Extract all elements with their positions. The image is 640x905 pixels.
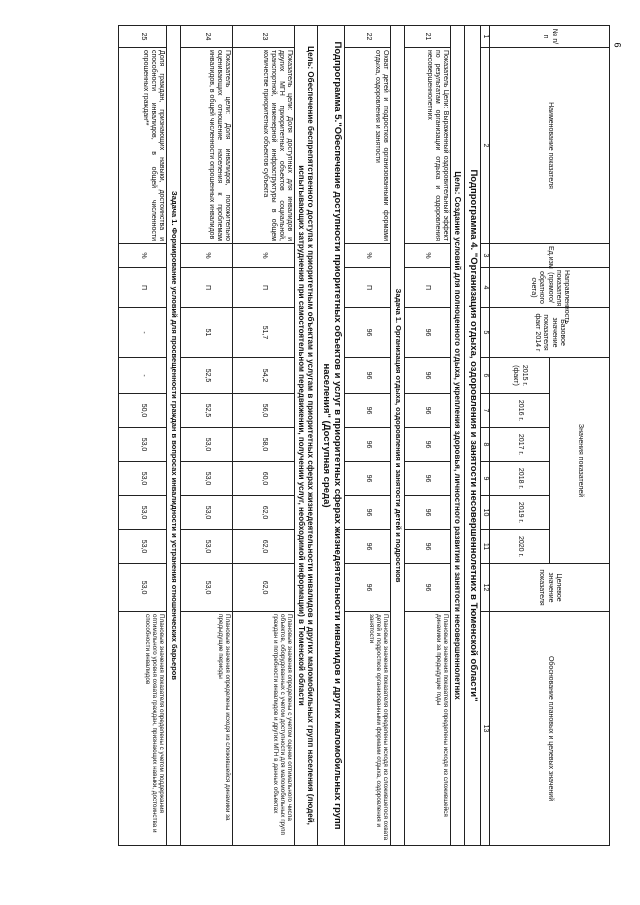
indicators-table (118, 25, 610, 846)
header-2018: 2018 г. (490, 462, 550, 496)
header-name: Наименование показателя (490, 48, 610, 244)
header-2015: 2015 г. (факт) (490, 358, 550, 394)
col-num: 5 (480, 308, 489, 358)
header-2020: 2020 г. (490, 530, 550, 564)
col-num: 11 (480, 530, 489, 564)
row-unit: % (181, 244, 233, 268)
header-row-1 (550, 26, 610, 846)
row-2017: 53,0 (181, 428, 233, 462)
row-direction: П (119, 268, 167, 308)
row-2016: 56,0 (233, 394, 295, 428)
row-direction: П (233, 268, 295, 308)
rotated-page (139, 0, 610, 845)
row-2016: 96 (404, 394, 450, 428)
row-target: 53,0 (119, 564, 167, 612)
row-target: 53,0 (181, 564, 233, 612)
row-name: Доля граждан, признающих навыки, достоинства и способности инвалидов, в общей численности опрошенных граждан** (119, 48, 167, 244)
row-name: Показатель цели: Доля инвалидов, положительно оценивающих отношение населения к проблемам инвалидов, в общей численности опрошенных инвалидов (181, 48, 233, 244)
column-numbers-row (480, 26, 489, 846)
row-2020: 53,0 (181, 530, 233, 564)
row-base: 51,7 (233, 308, 295, 358)
row-2016: 52,5 (181, 394, 233, 428)
row-no: 25 (119, 26, 167, 48)
row-2018: 96 (345, 462, 391, 496)
row-2015: - (119, 358, 167, 394)
header-justification: Обоснование плановых и целевых значений (490, 612, 610, 846)
row-2018: 53,0 (181, 462, 233, 496)
program4-goal: Цель: Создание условий для полноценного отдыха, укрепления здоровья, личностного развития и занятости несовершеннолетних (450, 26, 464, 846)
program4-task1: Задача 1. Организация отдыха, оздоровления и занятости детей и подростков (391, 26, 405, 846)
header-unit: Ед.изм (490, 244, 610, 268)
header-2017: 2017 г. (490, 428, 550, 462)
row-2015: 54,2 (233, 358, 295, 394)
header-2016: 2016 г. (490, 394, 550, 428)
row-target: 96 (404, 564, 450, 612)
row-2018: 53,0 (119, 462, 167, 496)
row-2020: 96 (345, 530, 391, 564)
row-2020: 53,0 (119, 530, 167, 564)
row-2019: 53,0 (119, 496, 167, 530)
row-name: Показатель цели: Доля доступных для инвалидов и других МГН приоритетных объектов социальной, транспортной, инженерной инфраструктуры в общем количестве приоритетных объектов субъекта (233, 48, 295, 244)
row-2016: 50,0 (119, 394, 167, 428)
row-base: - (119, 308, 167, 358)
row-no: 22 (345, 26, 391, 48)
row-2018: 96 (404, 462, 450, 496)
header-values: Значения показателей (550, 358, 610, 564)
page-number: 6 (612, 42, 623, 48)
table-row-23 (233, 26, 295, 846)
row-no: 23 (233, 26, 295, 48)
row-target: 62,0 (233, 564, 295, 612)
program5-title: Подпрограмма 5."Обеспечение доступности приоритетных объектов и услуг в приоритетных сферах жизнедеятельности инвалидов и других маломобильных групп населения" (Доступная среда) (318, 26, 345, 846)
col-num: 4 (480, 268, 489, 308)
row-unit: % (345, 244, 391, 268)
row-justification: Плановые значения определены исходя из сложившейся динамики за предыдущие периоды (181, 612, 233, 846)
row-base: 96 (404, 308, 450, 358)
row-2018: 60,0 (233, 462, 295, 496)
col-num: 1 (480, 26, 489, 48)
row-justification: Плановые значения показателя определены исходя из сложившегося охвата детей и подростков организованными формами отдыха, оздоровления и занятости (345, 612, 391, 846)
header-target: Целевое значение показателя (490, 564, 610, 612)
col-num: 3 (480, 244, 489, 268)
row-unit: % (404, 244, 450, 268)
col-num: 8 (480, 428, 489, 462)
row-2015: 52,5 (181, 358, 233, 394)
col-num: 2 (480, 48, 489, 244)
row-justification: Плановые значения показателя определены с учетом поддержания оптимального уровня охвата граждан, признающих навыки, достоинства и способности инвалидов (119, 612, 167, 846)
row-2015: 96 (404, 358, 450, 394)
row-no: 24 (181, 26, 233, 48)
row-no: 21 (404, 26, 450, 48)
program5-task1: Задача 1. Формирование условий для просвещенности граждан в вопросах инвалидности и устранения отношенческих барьеров (167, 26, 181, 846)
col-num: 13 (480, 612, 489, 846)
row-direction: П (404, 268, 450, 308)
col-num: 9 (480, 462, 489, 496)
row-target: 96 (345, 564, 391, 612)
col-num: 7 (480, 394, 489, 428)
header-direction: Направленность показателя (прямого/обратного счета) (490, 268, 610, 308)
table-row-21 (404, 26, 450, 846)
row-base: 96 (345, 308, 391, 358)
row-2017: 58,0 (233, 428, 295, 462)
row-name: Показатель Цели: Выраженный оздоровительный эффект по результатам организации отдыха и оздоровления несовершеннолетних (404, 48, 450, 244)
row-unit: % (233, 244, 295, 268)
row-2020: 62,0 (233, 530, 295, 564)
row-justification: Плановые значения показателя определены исходя из сложившейся динамики за предыдущие годы (404, 612, 450, 846)
col-num: 12 (480, 564, 489, 612)
table-row-22 (345, 26, 391, 846)
row-direction: П (181, 268, 233, 308)
row-2019: 62,0 (233, 496, 295, 530)
header-no: № п/п (490, 26, 610, 48)
row-direction: П (345, 268, 391, 308)
row-2019: 96 (345, 496, 391, 530)
program5-goal: Цель: Обеспечение беспрепятственного доступа к приоритетным объектам и услугам в приоритетных сферах жизнедеятельности инвалидов и других маломобильных групп населения (людей, испытывающих затруднения при самостоятельном передвижении, получении услуг, необходимой информации) в Тюменской области (295, 26, 318, 846)
row-2020: 96 (404, 530, 450, 564)
row-name: Охват детей и подростков организованными формами отдыха, оздоровления и занятости (345, 48, 391, 244)
table-row-24 (181, 26, 233, 846)
row-2019: 53,0 (181, 496, 233, 530)
row-2017: 96 (404, 428, 450, 462)
row-2015: 96 (345, 358, 391, 394)
row-2016: 96 (345, 394, 391, 428)
program4-title: Подпрограмма 4. "Организация отдыха, оздоровления и занятости несовершеннолетних в Тюменской области" (465, 26, 481, 846)
row-2017: 96 (345, 428, 391, 462)
row-2019: 96 (404, 496, 450, 530)
row-unit: % (119, 244, 167, 268)
col-num: 6 (480, 358, 489, 394)
header-2019: 2019 г. (490, 496, 550, 530)
row-base: 51 (181, 308, 233, 358)
header-base: Базовое значение показателя факт 2014 г (490, 308, 610, 358)
table-row-25 (119, 26, 167, 846)
col-num: 10 (480, 496, 489, 530)
row-justification: Плановые значения определены с учетом оценки оптимального числа объектов, оборудованных с учетом доступности для маломобильных групп граждан и потребности инвалидов и других МГН в данных объектах (233, 612, 295, 846)
row-2017: 53,0 (119, 428, 167, 462)
